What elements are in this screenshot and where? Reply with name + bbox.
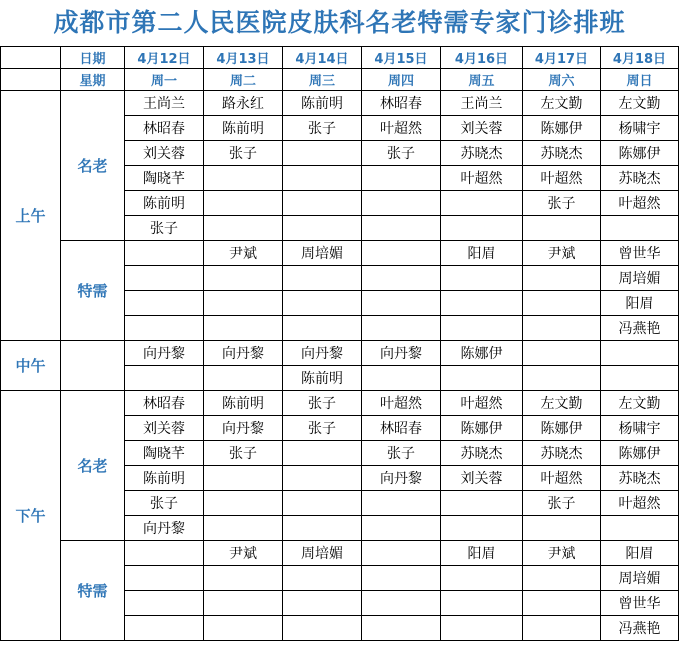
schedule-row (1, 541, 679, 566)
doctor-cell (125, 316, 204, 341)
doctor-cell: 王尚兰 (125, 91, 204, 116)
doctor-cell: 叶超然 (441, 166, 523, 191)
doctor-cell: 陈前明 (283, 366, 362, 391)
weekday-header-row (1, 69, 679, 91)
corner-cell (1, 47, 61, 69)
session-afternoon: 下午 (1, 391, 61, 641)
date-header-cell: 4月18日 (601, 47, 679, 69)
weekday-header-cell: 周日 (601, 69, 679, 91)
doctor-cell (204, 191, 283, 216)
date-label: 日期 (61, 47, 125, 69)
doctor-cell (523, 341, 601, 366)
doctor-cell (125, 566, 204, 591)
doctor-cell: 叶超然 (601, 191, 679, 216)
doctor-cell: 陈前明 (125, 466, 204, 491)
doctor-cell: 陈前明 (204, 116, 283, 141)
doctor-cell (441, 616, 523, 641)
doctor-cell (523, 266, 601, 291)
doctor-cell: 陶晓芊 (125, 166, 204, 191)
doctor-cell: 林昭春 (362, 416, 441, 441)
doctor-cell: 杨啸宇 (601, 416, 679, 441)
doctor-cell (204, 366, 283, 391)
doctor-cell: 左文勤 (601, 91, 679, 116)
doctor-cell: 冯燕艳 (601, 616, 679, 641)
category-texu: 特需 (61, 241, 125, 341)
doctor-cell: 苏晓杰 (523, 441, 601, 466)
date-header-cell: 4月15日 (362, 47, 441, 69)
doctor-cell (362, 491, 441, 516)
weekday-header-cell: 周二 (204, 69, 283, 91)
doctor-cell: 苏晓杰 (441, 441, 523, 466)
doctor-cell: 张子 (362, 441, 441, 466)
doctor-cell (362, 291, 441, 316)
doctor-cell: 陈娜伊 (523, 416, 601, 441)
doctor-cell: 张子 (204, 441, 283, 466)
doctor-cell (125, 266, 204, 291)
doctor-cell (283, 141, 362, 166)
doctor-cell (283, 191, 362, 216)
corner-cell (1, 69, 61, 91)
doctor-cell: 叶超然 (523, 166, 601, 191)
doctor-cell: 刘关蓉 (125, 141, 204, 166)
doctor-cell: 向丹黎 (204, 416, 283, 441)
doctor-cell: 张子 (283, 391, 362, 416)
doctor-cell: 左文勤 (523, 391, 601, 416)
doctor-cell: 林昭春 (125, 116, 204, 141)
doctor-cell (362, 616, 441, 641)
doctor-cell (523, 316, 601, 341)
weekday-header-cell: 周三 (283, 69, 362, 91)
doctor-cell (441, 216, 523, 241)
doctor-cell: 尹斌 (523, 241, 601, 266)
doctor-cell (204, 216, 283, 241)
weekday-label: 星期 (61, 69, 125, 91)
doctor-cell (204, 616, 283, 641)
doctor-cell: 尹斌 (204, 541, 283, 566)
doctor-cell: 陈前明 (283, 91, 362, 116)
doctor-cell: 苏晓杰 (601, 466, 679, 491)
doctor-cell (441, 516, 523, 541)
doctor-cell (441, 291, 523, 316)
doctor-cell: 苏晓杰 (441, 141, 523, 166)
doctor-cell (283, 291, 362, 316)
doctor-cell: 阳眉 (601, 541, 679, 566)
schedule-row (1, 91, 679, 116)
doctor-cell: 张子 (283, 116, 362, 141)
doctor-cell (204, 566, 283, 591)
doctor-cell (283, 566, 362, 591)
doctor-cell: 路永红 (204, 91, 283, 116)
doctor-cell: 陈前明 (204, 391, 283, 416)
doctor-cell (441, 566, 523, 591)
doctor-cell: 叶超然 (362, 391, 441, 416)
doctor-cell (283, 266, 362, 291)
doctor-cell (601, 516, 679, 541)
doctor-cell (601, 366, 679, 391)
doctor-cell (362, 216, 441, 241)
doctor-cell: 陈娜伊 (601, 441, 679, 466)
doctor-cell: 周培媚 (283, 241, 362, 266)
doctor-cell: 曾世华 (601, 591, 679, 616)
doctor-cell (523, 616, 601, 641)
date-header-cell: 4月16日 (441, 47, 523, 69)
doctor-cell: 周培媚 (601, 266, 679, 291)
date-header-row (1, 47, 679, 69)
doctor-cell (283, 616, 362, 641)
date-header-cell: 4月12日 (125, 47, 204, 69)
doctor-cell: 张子 (362, 141, 441, 166)
doctor-cell: 陈娜伊 (441, 416, 523, 441)
doctor-cell (441, 366, 523, 391)
weekday-header-cell: 周六 (523, 69, 601, 91)
doctor-cell (204, 166, 283, 191)
doctor-cell (362, 241, 441, 266)
doctor-cell: 叶超然 (362, 116, 441, 141)
doctor-cell (523, 291, 601, 316)
date-header-cell: 4月14日 (283, 47, 362, 69)
doctor-cell: 曾世华 (601, 241, 679, 266)
doctor-cell (441, 591, 523, 616)
doctor-cell (523, 216, 601, 241)
doctor-cell (125, 366, 204, 391)
doctor-cell (362, 316, 441, 341)
doctor-cell (523, 516, 601, 541)
doctor-cell (601, 216, 679, 241)
doctor-cell (362, 166, 441, 191)
doctor-cell: 王尚兰 (441, 91, 523, 116)
category-empty (61, 341, 125, 391)
doctor-cell (125, 291, 204, 316)
doctor-cell: 陈娜伊 (523, 116, 601, 141)
weekday-header-cell: 周五 (441, 69, 523, 91)
doctor-cell (125, 241, 204, 266)
doctor-cell (283, 491, 362, 516)
doctor-cell: 向丹黎 (125, 341, 204, 366)
doctor-cell (601, 341, 679, 366)
doctor-cell: 左文勤 (601, 391, 679, 416)
doctor-cell (283, 466, 362, 491)
doctor-cell: 林昭春 (362, 91, 441, 116)
date-header-cell: 4月17日 (523, 47, 601, 69)
doctor-cell (362, 191, 441, 216)
doctor-cell (204, 591, 283, 616)
doctor-cell: 周培媚 (601, 566, 679, 591)
doctor-cell (441, 491, 523, 516)
doctor-cell: 苏晓杰 (601, 166, 679, 191)
doctor-cell (362, 541, 441, 566)
doctor-cell: 向丹黎 (283, 341, 362, 366)
doctor-cell: 阳眉 (441, 241, 523, 266)
doctor-cell: 刘关蓉 (125, 416, 204, 441)
doctor-cell: 尹斌 (204, 241, 283, 266)
doctor-cell (523, 566, 601, 591)
doctor-cell: 陈娜伊 (441, 341, 523, 366)
doctor-cell (204, 291, 283, 316)
doctor-cell: 陶晓芊 (125, 441, 204, 466)
doctor-cell: 左文勤 (523, 91, 601, 116)
category-texu: 特需 (61, 541, 125, 641)
doctor-cell: 向丹黎 (362, 466, 441, 491)
doctor-cell (283, 591, 362, 616)
doctor-cell (125, 616, 204, 641)
doctor-cell (362, 266, 441, 291)
doctor-cell: 杨啸宇 (601, 116, 679, 141)
weekday-header-cell: 周一 (125, 69, 204, 91)
doctor-cell (283, 516, 362, 541)
doctor-cell: 尹斌 (523, 541, 601, 566)
doctor-cell (204, 266, 283, 291)
schedule-row (1, 391, 679, 416)
doctor-cell (204, 516, 283, 541)
session-morning: 上午 (1, 91, 61, 341)
doctor-cell: 周培媚 (283, 541, 362, 566)
doctor-cell: 张子 (523, 191, 601, 216)
doctor-cell (523, 366, 601, 391)
doctor-cell: 张子 (125, 216, 204, 241)
doctor-cell: 叶超然 (601, 491, 679, 516)
doctor-cell (283, 166, 362, 191)
doctor-cell: 向丹黎 (125, 516, 204, 541)
doctor-cell (362, 516, 441, 541)
doctor-cell: 向丹黎 (362, 341, 441, 366)
doctor-cell (362, 566, 441, 591)
doctor-cell (441, 266, 523, 291)
doctor-cell: 冯燕艳 (601, 316, 679, 341)
doctor-cell (441, 316, 523, 341)
session-noon: 中午 (1, 341, 61, 391)
date-header-cell: 4月13日 (204, 47, 283, 69)
doctor-cell (523, 591, 601, 616)
schedule-row (1, 241, 679, 266)
doctor-cell (125, 591, 204, 616)
doctor-cell: 阳眉 (601, 291, 679, 316)
doctor-cell: 刘关蓉 (441, 466, 523, 491)
doctor-cell (283, 216, 362, 241)
doctor-cell: 叶超然 (523, 466, 601, 491)
doctor-cell (283, 316, 362, 341)
doctor-cell (441, 191, 523, 216)
doctor-cell (204, 316, 283, 341)
doctor-cell (125, 541, 204, 566)
schedule-table (0, 46, 679, 641)
doctor-cell: 张子 (125, 491, 204, 516)
doctor-cell (283, 441, 362, 466)
doctor-cell: 张子 (204, 141, 283, 166)
doctor-cell: 向丹黎 (204, 341, 283, 366)
doctor-cell: 陈娜伊 (601, 141, 679, 166)
category-mingl: 名老 (61, 91, 125, 241)
doctor-cell (204, 466, 283, 491)
doctor-cell (362, 366, 441, 391)
doctor-cell: 林昭春 (125, 391, 204, 416)
page-title: 成都市第二人民医院皮肤科名老特需专家门诊排班 (53, 8, 626, 37)
weekday-header-cell: 周四 (362, 69, 441, 91)
doctor-cell: 刘关蓉 (441, 116, 523, 141)
doctor-cell (362, 591, 441, 616)
doctor-cell: 阳眉 (441, 541, 523, 566)
doctor-cell (204, 491, 283, 516)
doctor-cell: 陈前明 (125, 191, 204, 216)
doctor-cell: 张子 (283, 416, 362, 441)
doctor-cell: 苏晓杰 (523, 141, 601, 166)
doctor-cell: 叶超然 (441, 391, 523, 416)
schedule-row (1, 341, 679, 366)
category-mingl: 名老 (61, 391, 125, 541)
doctor-cell: 张子 (523, 491, 601, 516)
